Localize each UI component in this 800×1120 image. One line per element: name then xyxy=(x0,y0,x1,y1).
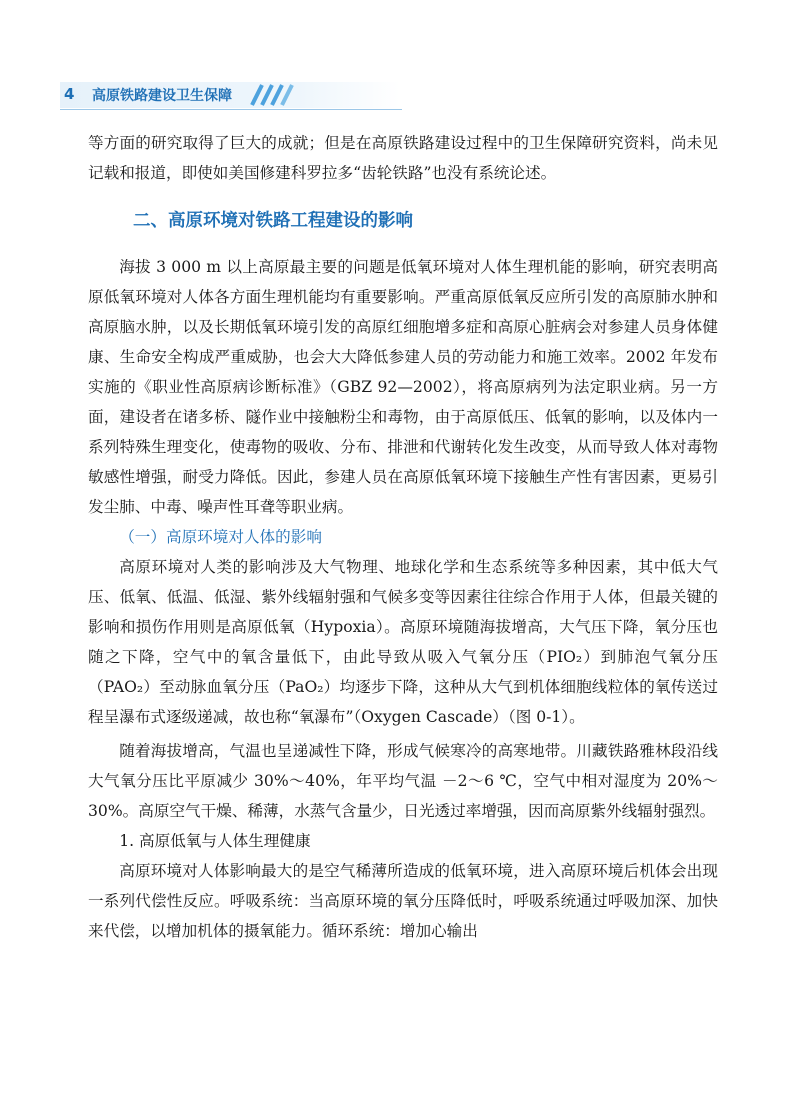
section-heading: 二、高原环境对铁路工程建设的影响 xyxy=(133,211,413,231)
paragraph-3: 随着海拔增高，气温也呈递减性下降，形成气候寒冷的高寒地带。川藏铁路雅林段沿线大气氧分压比平原减少 30%～40%，年平均气温 －2～6 ℃，空气中相对湿度为 20%～30%。高原空气干燥、稀薄，水蒸气含量少，日光透过率增强，因而高原紫外线辐射强烈。 xyxy=(88,742,718,820)
intro-paragraph: 等方面的研究取得了巨大的成就；但是在高原铁路建设过程中的卫生保障研究资料，尚未见记载和报道，即使如美国修建科罗拉多“齿轮铁路”也没有系统论述。 xyxy=(88,134,718,182)
paragraph-4: 高原环境对人体影响最大的是空气稀薄所造成的低氧环境，进入高原环境后机体会出现一系列代偿性反应。呼吸系统：当高原环境的氧分压降低时，呼吸系统通过呼吸加深、加快来代偿，以增加机体的摄氧能力。循环系统：增加心输出 xyxy=(88,862,718,940)
header-stripes-decoration xyxy=(246,84,294,106)
subheading-1: （一）高原环境对人体的影响 xyxy=(119,528,322,546)
page-header xyxy=(0,82,800,114)
paragraph-2: 高原环境对人类的影响涉及大气物理、地球化学和生态系统等多种因素，其中低大气压、低氧、低温、低湿、紫外线辐射强和气候多变等因素往往综合作用于人体，但最关键的影响和损伤作用则是高原低氧（Hypoxia）。高原环境随海拔增高，大气压下降，氧分压也随之下降，空气中的氧含量低下，由此导致从吸入气氧分压（PIO₂）到肺泡气氧分压（PAO₂）至动脉血氧分压（PaO₂）均逐步下降，这种从大气到机体细胞线粒体的氧传送过程呈瀑布式逐级递减，故也称“氧瀑布”（Oxygen Cascade）（图 0-1）。 xyxy=(88,558,718,726)
running-title: 高原铁路建设卫生保障 xyxy=(92,88,232,104)
page-body xyxy=(88,128,718,946)
page-number: 4 xyxy=(64,85,75,103)
numbered-heading-1: 1. 高原低氧与人体生理健康 xyxy=(119,832,311,850)
paragraph-1: 海拔 3 000 m 以上高原最主要的问题是低氧环境对人体生理机能的影响，研究表明高原低氧环境对人体各方面生理机能均有重要影响。严重高原低氧反应所引发的高原肺水肿和高原脑水肿，以及长期低氧环境引发的高原红细胞增多症和高原心脏病会对参建人员身体健康、生命安全构成严重威胁，也会大大降低参建人员的劳动能力和施工效率。2002 年发布实施的《职业性高原病诊断标准》（GBZ 92—2002），将高原病列为法定职业病。另一方面，建设者在诸多桥、隧作业中接触粉尘和毒物，由于高原低压、低氧的影响，以及体内一系列特殊生理变化，使毒物的吸收、分布、排泄和代谢转化发生改变，从而导致人体对毒物敏感性增强，耐受力降低。因此，参建人员在高原低氧环境下接触生产性有害因素，更易引发尘肺、中毒、噪声性耳聋等职业病。 xyxy=(88,258,718,516)
header-rule xyxy=(60,109,402,110)
